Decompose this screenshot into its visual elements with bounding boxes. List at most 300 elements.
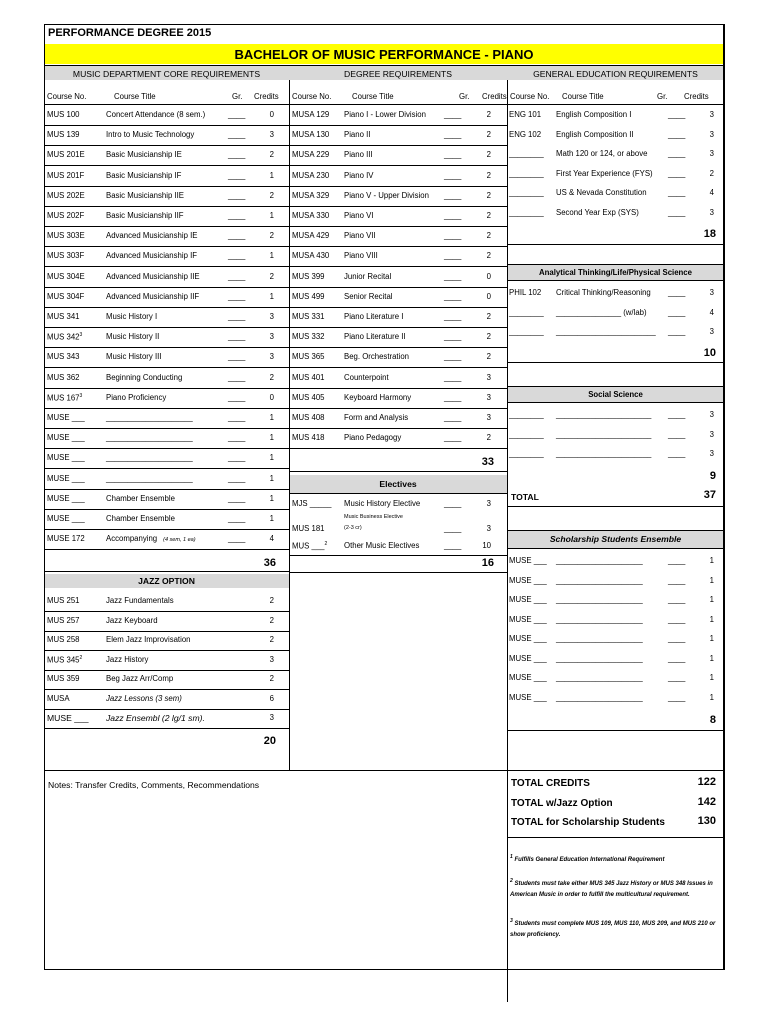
analytical-grade-blank: ____ <box>668 307 686 317</box>
scholarship-header: Scholarship Students Ensemble <box>549 534 682 544</box>
core-credits: 2 <box>269 190 274 200</box>
degree-grade-blank: ____ <box>444 130 462 140</box>
degree-credits: 2 <box>486 150 491 160</box>
summary-label: TOTAL for Scholarship Students <box>511 817 665 828</box>
degree-course-title: Piano II <box>344 130 371 140</box>
degree-credits: 2 <box>486 231 491 241</box>
course-title-header: Course Title <box>562 92 604 101</box>
jazz-total: 20 <box>263 734 276 747</box>
gened-credits: 3 <box>709 110 714 119</box>
row-divider <box>44 287 289 288</box>
row-divider <box>289 408 507 409</box>
jazz-course-no: MUS $345^2$ <box>47 654 83 665</box>
gened-course-no: ________ <box>509 149 544 158</box>
course-title-header: Course Title <box>352 92 394 101</box>
degree-course-title: Piano III <box>344 150 373 160</box>
gened-grade-blank: ____ <box>668 129 686 139</box>
degree-course-no: MUS 499 <box>292 291 325 301</box>
degree-grade-blank: ____ <box>444 190 462 200</box>
total-value: 37 <box>703 489 716 501</box>
scholarship-course-no: MUSE ___ <box>509 556 547 565</box>
core-course-no: MUS 362 <box>47 372 80 382</box>
credits-header: Credits <box>482 92 507 101</box>
core-course-title: Basic Musicianship IIF <box>106 211 184 220</box>
scholarship-credits: 1 <box>709 673 714 682</box>
degree-credits: 2 <box>486 170 491 180</box>
course-title-header: Course Title <box>114 92 156 101</box>
row-divider <box>507 402 724 403</box>
core-credits: 1 <box>269 453 274 463</box>
core-grade-blank: ____ <box>228 352 246 362</box>
row-divider <box>44 266 289 267</box>
gened-course-title: English Composition I <box>556 110 632 119</box>
core-course-no: MUSE ___ <box>47 514 85 523</box>
elective-grade-blank: ____ <box>444 524 462 534</box>
degree-course-no: MUS 331 <box>292 312 325 321</box>
core-credits: 1 <box>269 493 274 503</box>
core-course-title: Basic Musicianship IIE <box>106 190 184 200</box>
analytical-credits: 3 <box>709 327 714 336</box>
core-course-title: Basic Musicianship IF <box>106 170 182 180</box>
degree-course-no: MUSA 429 <box>292 231 330 241</box>
core-course-no: MUSE 172 <box>47 534 85 544</box>
degree-credits: 2 <box>486 110 491 119</box>
degree-grade-blank: ____ <box>444 312 462 321</box>
row-divider <box>289 307 507 308</box>
degree-credits: 3 <box>486 372 491 382</box>
degree-section-title: DEGREE REQUIREMENTS <box>344 69 452 79</box>
jazz-credits: 2 <box>269 635 274 645</box>
scholarship-credits: 1 <box>709 575 714 585</box>
elective-course-subtitle: (2-3 cr) <box>344 525 362 532</box>
gen-ed-section-title: GENERAL EDUCATION REQUIREMENTS <box>533 69 698 79</box>
row-divider <box>289 186 507 187</box>
jazz-credits: 3 <box>269 713 274 723</box>
core-credits: 1 <box>269 413 274 422</box>
scholarship-grade-blank: ____ <box>668 595 686 604</box>
core-course-no: MUSE ___ <box>47 413 85 422</box>
credits-header: Credits <box>684 92 709 101</box>
degree-course-no: MUSA 430 <box>292 251 330 261</box>
core-credits: 3 <box>269 312 274 321</box>
total-label: TOTAL <box>511 492 539 502</box>
degree-course-title: Piano IV <box>344 170 374 180</box>
course-no-header: Course No. <box>292 92 332 101</box>
degree-course-no: MUSA 229 <box>292 150 330 160</box>
degree-course-title: Piano VIII <box>344 251 378 261</box>
core-course-no: MUS 202F <box>47 211 85 220</box>
row-divider <box>44 367 289 368</box>
core-credits: 1 <box>269 291 274 301</box>
social-course-title: ______________________ <box>556 410 652 419</box>
degree-course-no: MUS 418 <box>292 433 325 443</box>
summary-label: TOTAL CREDITS <box>511 778 590 789</box>
social-course-title: ______________________ <box>556 449 652 458</box>
degree-grade-blank: ____ <box>444 271 462 281</box>
row-divider <box>289 266 507 267</box>
degree-grade-blank: ____ <box>444 352 462 362</box>
core-course-title: ____________________ <box>106 413 193 422</box>
scholarship-course-no: MUSE ___ <box>509 673 547 682</box>
analytical-course-no: ________ <box>509 327 544 336</box>
gened-course-title: First Year Experience (FYS) <box>556 168 653 178</box>
row-divider <box>44 145 289 146</box>
notes-label: Notes: Transfer Credits, Comments, Recommendations <box>48 780 260 790</box>
scholarship-course-title: ____________________ <box>556 556 643 565</box>
row-divider <box>507 362 724 363</box>
core-course-no: MUS 201E <box>47 150 85 160</box>
elective-course-no: MUS ___$^2$ <box>292 541 328 551</box>
core-grade-blank: ____ <box>228 534 246 544</box>
scholarship-course-title: ____________________ <box>556 595 643 604</box>
degree-credits: 2 <box>486 433 491 443</box>
jazz-credits: 6 <box>269 693 274 703</box>
degree-course-no: MUS 332 <box>292 332 325 342</box>
row-divider <box>44 728 289 729</box>
row-divider <box>44 631 289 632</box>
gened-grade-blank: ____ <box>668 168 686 178</box>
core-course-title: Music History II <box>106 332 160 342</box>
scholarship-grade-blank: ____ <box>668 575 686 585</box>
degree-credits: 3 <box>486 392 491 402</box>
core-course-no: MUS 139 <box>47 130 80 140</box>
degree-course-title: Piano VI <box>344 211 374 220</box>
row-divider <box>507 386 724 387</box>
row-divider <box>44 307 289 308</box>
core-grade-blank: ____ <box>228 473 246 483</box>
social-header: Social Science <box>588 390 643 399</box>
summary-value: 130 <box>697 815 716 827</box>
row-divider <box>44 186 289 187</box>
core-credits: 0 <box>269 392 274 402</box>
row-divider <box>289 125 507 126</box>
electives-header: Electives <box>379 479 417 490</box>
grade-header: Gr. <box>657 92 668 101</box>
core-course-title: Advanced Musicianship IIF <box>106 291 200 301</box>
core-credits: 1 <box>269 473 274 483</box>
jazz-course-no: MUS 251 <box>47 596 80 606</box>
jazz-course-no: MUS 359 <box>47 674 80 684</box>
degree-credits: 2 <box>486 332 491 342</box>
row-divider <box>507 506 724 507</box>
analytical-grade-blank: ____ <box>668 288 686 297</box>
jazz-course-no: MUS 257 <box>47 615 80 625</box>
gened-course-title: Math 120 or 124, or above <box>556 149 648 158</box>
scholarship-course-no: MUSE ___ <box>509 653 547 663</box>
elective-credits: 3 <box>486 524 491 534</box>
scholarship-grade-blank: ____ <box>668 673 686 682</box>
scholarship-total: 8 <box>709 714 716 726</box>
degree-course-title: Piano I - Lower Division <box>344 110 426 119</box>
core-grade-blank: ____ <box>228 150 246 160</box>
row-divider <box>44 509 289 510</box>
grade-header: Gr. <box>459 92 470 101</box>
degree-credits: 0 <box>486 271 491 281</box>
scholarship-course-title: ____________________ <box>556 614 643 624</box>
core-grade-blank: ____ <box>228 231 246 241</box>
row-divider <box>44 448 289 449</box>
scholarship-grade-blank: ____ <box>668 556 686 565</box>
elective-grade-blank: ____ <box>444 499 462 509</box>
core-course-no: MUS $342^3$ <box>47 332 83 342</box>
jazz-credits: 3 <box>269 654 274 664</box>
core-grade-blank: ____ <box>228 312 246 321</box>
degree-grade-blank: ____ <box>444 110 462 119</box>
row-divider <box>289 555 507 556</box>
degree-credits: 2 <box>486 251 491 261</box>
social-course-no: ________ <box>509 449 544 458</box>
scholarship-credits: 1 <box>709 653 714 663</box>
core-section-title: MUSIC DEPARTMENT CORE REQUIREMENTS <box>72 69 261 79</box>
program-title: BACHELOR OF MUSIC PERFORMANCE - PIANO <box>234 47 534 62</box>
jazz-course-title: Jazz Keyboard <box>106 615 158 625</box>
summary-label: TOTAL w/Jazz Option <box>511 797 613 809</box>
grade-header: Gr. <box>232 92 243 101</box>
footnote-text: Students must complete MUS 109, MUS 110, MUS 209, and MUS 210 or show proficiency. <box>510 921 716 938</box>
degree-total: 33 <box>481 456 494 469</box>
analytical-credits: 4 <box>709 307 714 317</box>
row-divider <box>44 226 289 227</box>
core-credits: 1 <box>269 170 274 180</box>
scholarship-course-title: ____________________ <box>556 634 643 643</box>
jazz-credits: 2 <box>269 615 274 625</box>
row-divider <box>44 388 289 389</box>
row-divider <box>44 327 289 328</box>
course-no-header: Course No. <box>510 92 550 101</box>
degree-credits: 2 <box>486 190 491 200</box>
scholarship-grade-blank: ____ <box>668 614 686 624</box>
degree-credits: 3 <box>486 413 491 422</box>
row-divider <box>289 367 507 368</box>
degree-course-title: Form and Analysis <box>344 413 409 422</box>
gened-credits: 3 <box>709 207 714 217</box>
footnote <box>510 852 718 866</box>
core-course-title: Music History III <box>106 352 162 362</box>
gened-grade-blank: ____ <box>668 110 686 119</box>
elective-grade-blank: ____ <box>444 541 462 551</box>
gened-total: 18 <box>703 228 716 240</box>
core-course-title: Chamber Ensemble <box>106 514 175 523</box>
social-course-no: ________ <box>509 429 544 439</box>
row-divider <box>44 489 289 490</box>
core-course-no: MUS 100 <box>47 110 80 119</box>
degree-grade-blank: ____ <box>444 372 462 382</box>
row-divider <box>44 125 289 126</box>
scholarship-course-no: MUSE ___ <box>509 595 547 604</box>
social-course-title: ______________________ <box>556 429 652 439</box>
degree-course-title: Counterpoint <box>344 372 389 382</box>
degree-course-title: Piano Pedagogy <box>344 433 402 443</box>
jazz-course-no: MUSE ___ <box>47 713 89 724</box>
row-divider <box>289 165 507 166</box>
row-divider <box>289 287 507 288</box>
core-grade-blank: ____ <box>228 211 246 220</box>
core-course-no: MUS 343 <box>47 352 80 362</box>
row-divider <box>289 145 507 146</box>
core-grade-blank: ____ <box>228 291 246 301</box>
row-divider <box>44 246 289 247</box>
elective-course-title: Other Music Electives <box>344 541 420 551</box>
row-divider <box>44 165 289 166</box>
core-course-title: Accompanying (4 sem, 1 ea) <box>106 534 196 544</box>
row-divider <box>44 206 289 207</box>
elective-course-title: Music History Elective <box>344 499 421 509</box>
scholarship-course-no: MUSE ___ <box>509 614 547 624</box>
footnote-text: Fulfills General Education International Requirement <box>512 857 665 863</box>
degree-course-no: MUSA 129 <box>292 110 330 119</box>
analytical-grade-blank: ____ <box>668 327 686 336</box>
core-grade-blank: ____ <box>228 514 246 523</box>
row-divider <box>289 572 507 573</box>
row-divider <box>44 468 289 469</box>
core-course-title: Basic Musicianship IE <box>106 150 182 160</box>
degree-course-no: MUSA 329 <box>292 190 330 200</box>
core-course-no: MUS $167^3$ <box>47 392 83 403</box>
core-course-no: MUSE ___ <box>47 433 85 443</box>
core-grade-blank: ____ <box>228 433 246 443</box>
jazz-course-title: Jazz Fundamentals <box>106 596 174 606</box>
row-divider <box>44 408 289 409</box>
row-divider <box>44 709 289 710</box>
degree-course-title: Piano V - Upper Division <box>344 190 429 200</box>
gened-credits: 3 <box>709 129 714 139</box>
core-course-title: ____________________ <box>106 433 193 443</box>
core-grade-blank: ____ <box>228 372 246 382</box>
row-divider <box>44 611 289 612</box>
core-course-title: Piano Proficiency <box>106 392 167 402</box>
title-note: (4 sem, 1 ea) <box>163 537 196 544</box>
row-divider <box>289 206 507 207</box>
scholarship-grade-blank: ____ <box>668 634 686 643</box>
core-grade-blank: ____ <box>228 190 246 200</box>
jazz-course-title: Jazz History <box>106 654 149 664</box>
course-no-header: Course No. <box>47 92 87 101</box>
row-divider <box>507 837 724 838</box>
gened-course-title: English Composition II <box>556 129 634 139</box>
jazz-credits: 2 <box>269 674 274 684</box>
row-divider <box>507 530 724 531</box>
gened-grade-blank: ____ <box>668 149 686 158</box>
footnote-marker: 3 <box>79 332 83 339</box>
analytical-header: Analytical Thinking/Life/Physical Science <box>539 268 692 277</box>
gened-course-title: Second Year Exp (SYS) <box>556 207 639 217</box>
degree-course-no: MUS 399 <box>292 271 325 281</box>
row-divider <box>289 327 507 328</box>
core-course-title: ____________________ <box>106 473 193 483</box>
row-divider <box>44 428 289 429</box>
social-grade-blank: ____ <box>668 429 686 439</box>
degree-credits: 2 <box>486 130 491 140</box>
core-grade-blank: ____ <box>228 130 246 140</box>
row-divider <box>44 670 289 671</box>
degree-course-title: Piano Literature II <box>344 332 406 342</box>
degree-course-title: Senior Recital <box>344 291 393 301</box>
footnote <box>510 876 718 901</box>
degree-course-no: MUS 365 <box>292 352 325 362</box>
gened-credits: 3 <box>709 149 714 158</box>
jazz-header: JAZZ OPTION <box>138 576 195 587</box>
social-credits: 3 <box>709 410 714 419</box>
social-course-no: ________ <box>509 410 544 419</box>
row-divider <box>289 226 507 227</box>
analytical-total: 10 <box>703 347 716 359</box>
row-divider <box>289 428 507 429</box>
elective-credits: 10 <box>482 541 491 551</box>
row-divider <box>289 347 507 348</box>
degree-grade-blank: ____ <box>444 150 462 160</box>
degree-grade-blank: ____ <box>444 251 462 261</box>
scholarship-course-title: ____________________ <box>556 673 643 682</box>
core-course-title: Advanced Musicianship IIE <box>106 271 200 281</box>
degree-course-title: Beg. Orchestration <box>344 352 410 362</box>
elective-course-no: MJS _____ <box>292 499 332 509</box>
core-credits: 3 <box>269 332 274 342</box>
degree-grade-blank: ____ <box>444 413 462 422</box>
credits-header: Credits <box>254 92 279 101</box>
social-grade-blank: ____ <box>668 449 686 458</box>
core-course-no: MUS 341 <box>47 312 80 321</box>
social-grade-blank: ____ <box>668 410 686 419</box>
row-divider <box>289 493 507 494</box>
page-title: PERFORMANCE DEGREE 2015 <box>48 27 212 39</box>
jazz-course-no: MUS 258 <box>47 635 80 645</box>
footnote-number: 2 <box>510 878 513 884</box>
core-grade-blank: ____ <box>228 493 246 503</box>
core-credits: 3 <box>269 352 274 362</box>
row-divider <box>44 529 289 530</box>
gened-course-no: ENG 101 <box>509 110 542 119</box>
analytical-course-title: _______________ (w/lab) <box>556 307 647 317</box>
core-credits: 3 <box>269 130 274 140</box>
scholarship-course-title: ____________________ <box>556 692 643 702</box>
degree-grade-blank: ____ <box>444 231 462 241</box>
analytical-course-title: _______________________ <box>556 327 656 336</box>
footnote-text: Students must take either MUS 345 Jazz History or MUS 348 Issues in American Music in order to fulfill the multicultural requirement. <box>510 881 713 898</box>
social-total: 9 <box>709 470 716 482</box>
elective-credits: 3 <box>486 499 491 509</box>
row-divider <box>44 689 289 690</box>
analytical-credits: 3 <box>709 288 714 297</box>
core-course-no: MUS 201F <box>47 170 85 180</box>
core-course-title: Music History I <box>106 312 158 321</box>
core-course-no: MUS 202E <box>47 190 85 200</box>
gened-course-no: ________ <box>509 207 544 217</box>
row-divider <box>507 264 724 265</box>
core-course-title: Concert Attendance (8 sem.) <box>106 110 206 119</box>
row-divider <box>507 280 724 281</box>
scholarship-course-title: ____________________ <box>556 653 643 663</box>
core-credits: 2 <box>269 271 274 281</box>
elective-course-no: MUS 181 <box>292 524 325 534</box>
footnote-marker: 2 <box>324 541 328 548</box>
elective-course-title: Music Business Elective <box>344 514 403 521</box>
jazz-course-title: Beg Jazz Arr/Comp <box>106 674 174 684</box>
jazz-course-no: MUSA <box>47 693 70 703</box>
gened-course-no: ENG 102 <box>509 129 542 139</box>
core-credits: 2 <box>269 231 274 241</box>
summary-value: 122 <box>697 776 716 788</box>
core-course-title: Advanced Musicianship IE <box>106 231 198 241</box>
gened-grade-blank: ____ <box>668 188 686 197</box>
gened-course-no: ________ <box>509 168 544 178</box>
analytical-course-title: Critical Thinking/Reasoning <box>556 288 651 297</box>
core-grade-blank: ____ <box>228 170 246 180</box>
degree-course-no: MUSA 130 <box>292 130 330 140</box>
scholarship-grade-blank: ____ <box>668 692 686 702</box>
footnote-number: 1 <box>510 854 513 860</box>
scholarship-credits: 1 <box>709 634 714 643</box>
social-credits: 3 <box>709 429 714 439</box>
